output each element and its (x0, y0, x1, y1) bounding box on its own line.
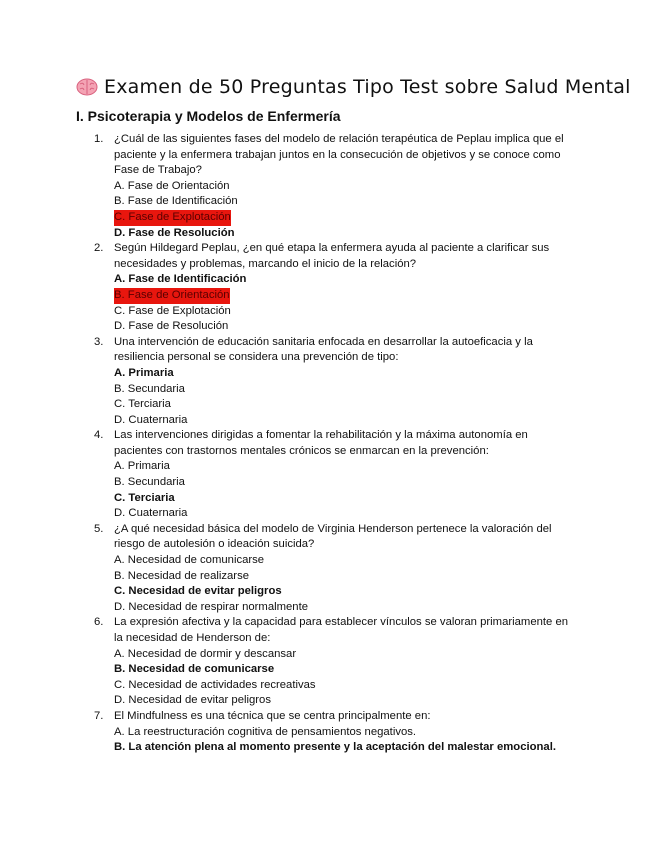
question-number: 6. (94, 616, 104, 629)
answer-option: D. Fase de Resolución (114, 320, 229, 333)
answer-option: B. Fase de Identificación (114, 195, 238, 208)
question-text: Las intervenciones dirigidas a fomentar la rehabilitación y la máxima autonomía en pacientes con trastornos mentales crónicos se enmarcan en la prevención: (114, 429, 528, 457)
answer-option: B. Secundaria (114, 476, 185, 489)
answer-option: C. Fase de Explotación (114, 304, 231, 317)
question-number: 7. (94, 709, 104, 722)
question-number: 2. (94, 242, 104, 255)
question-item (76, 132, 576, 241)
correct-answer: B. La atención plena al momento presente y la aceptación del malestar emocional. (114, 741, 556, 754)
correct-answer: C. Necesidad de evitar peligros (114, 585, 282, 598)
question-text: Según Hildegard Peplau, ¿en qué etapa la enfermera ayuda al paciente a clarificar sus necesidades y problemas, marcando el inicio de la relación? (114, 242, 550, 270)
brain-icon (76, 78, 98, 96)
question-text: La expresión afectiva y la capacidad para establecer vínculos se valoran primariamente en la necesidad de Henderson de: (114, 616, 569, 644)
question-text: Una intervención de educación sanitaria enfocada en desarrollar la autoeficacia y la resiliencia personal se considera una prevención de tipo: (114, 335, 533, 364)
correct-answer: A. Fase de Identificación (114, 273, 247, 286)
answer-option: D. Necesidad de respirar normalmente (114, 600, 309, 613)
question-item (76, 335, 576, 429)
question-text: ¿A qué necesidad básica del modelo de Virginia Henderson pertenece la valoración del riesgo de autolesión o ideación suicida? (114, 522, 552, 551)
answer-option: C. Terciaria (114, 398, 171, 411)
answer-option: C. Necesidad de actividades recreativas (114, 678, 316, 691)
answer-option: B. Necesidad de realizarse (114, 569, 250, 582)
highlighted-answer: B. Fase de Orientación (114, 288, 230, 304)
correct-answer: B. Necesidad de comunicarse (114, 663, 275, 676)
section-title: I. Psicoterapia y Modelos de Enfermería (76, 108, 341, 124)
answer-option: A. Fase de Orientación (114, 179, 230, 192)
question-item (76, 709, 576, 756)
answer-option: D. Cuaternaria (114, 413, 188, 426)
answer-option: A. La reestructuración cognitiva de pensamientos negativos. (114, 725, 417, 738)
question-text: ¿Cuál de las siguientes fases del modelo de relación terapéutica de Peplau implica que el paciente y la enfermera trabajan juntos en la consecución de objetivos y se conoce como Fase de Trabajo? (114, 133, 564, 177)
question-number: 1. (94, 133, 104, 145)
correct-answer: D. Fase de Resolución (114, 226, 235, 239)
answer-option: B. Secundaria (114, 382, 185, 395)
answer-option: A. Primaria (114, 460, 170, 473)
question-number: 3. (94, 335, 104, 348)
question-item (76, 428, 576, 522)
question-item (76, 522, 576, 616)
answer-option: D. Necesidad de evitar peligros (114, 694, 271, 707)
question-list (76, 132, 576, 756)
page-title (76, 76, 631, 98)
question-item (76, 615, 576, 709)
answer-option: D. Cuaternaria (114, 507, 188, 520)
highlighted-answer: C. Fase de Explotación (114, 210, 231, 226)
answer-option: A. Necesidad de comunicarse (114, 554, 265, 567)
question-number: 5. (94, 522, 104, 535)
correct-answer: A. Primaria (114, 366, 174, 379)
title-text: Examen de 50 Preguntas Tipo Test sobre Salud Mental (104, 76, 631, 98)
question-text: El Mindfulness es una técnica que se centra principalmente en: (114, 709, 431, 722)
question-item (76, 241, 576, 335)
answer-option: A. Necesidad de dormir y descansar (114, 647, 297, 660)
question-number: 4. (94, 429, 104, 442)
correct-answer: C. Terciaria (114, 491, 175, 504)
